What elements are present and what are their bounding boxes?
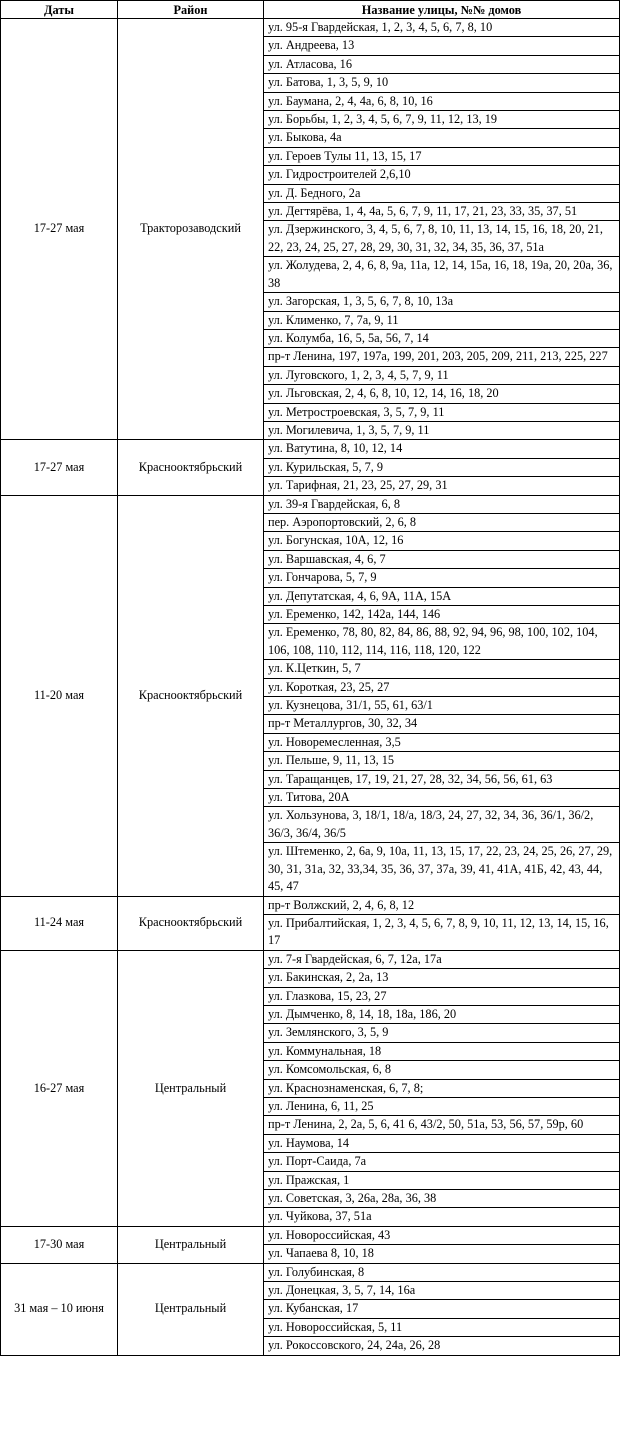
table-row <box>1 896 620 950</box>
table-row <box>1 495 620 896</box>
streets-cell <box>264 1263 620 1355</box>
street-entry: ул. Еременко, 142, 142а, 144, 146 <box>264 605 619 623</box>
dates-cell: 31 мая – 10 июня <box>1 1263 118 1355</box>
street-entry: ул. Пражская, 1 <box>264 1171 619 1189</box>
street-entry: пер. Аэропортовский, 2, 6, 8 <box>264 513 619 531</box>
street-entry: пр-т Металлургов, 30, 32, 34 <box>264 714 619 732</box>
street-entry: ул. Новороссийская, 5, 11 <box>264 1318 619 1336</box>
district-cell: Краснооктябрьский <box>118 440 264 495</box>
street-entry: ул. Андреева, 13 <box>264 36 619 54</box>
street-entry: ул. Богунская, 10А, 12, 16 <box>264 531 619 549</box>
schedule-body <box>1 19 620 1356</box>
street-entry: ул. Порт-Саида, 7а <box>264 1152 619 1170</box>
dates-cell: 17-27 мая <box>1 19 118 440</box>
street-entry: ул. Еременко, 78, 80, 82, 84, 86, 88, 92, 94, 96, 98, 100, 102, 104, 106, 108, 110, 112, 114, 116, 118, 120, 122 <box>264 623 619 659</box>
street-entry: ул. Таращанцев, 17, 19, 21, 27, 28, 32, 34, 56, 56, 61, 63 <box>264 770 619 788</box>
streets-cell <box>264 1226 620 1263</box>
street-entry: пр-т Волжский, 2, 4, 6, 8, 12 <box>268 897 415 912</box>
street-entry: ул. Короткая, 23, 25, 27 <box>264 678 619 696</box>
street-entry: ул. Героев Тулы 11, 13, 15, 17 <box>264 147 619 165</box>
district-cell: Краснооктябрьский <box>118 495 264 896</box>
street-entry: ул. Жолудева, 2, 4, 6, 8, 9а, 11а, 12, 14, 15а, 16, 18, 19а, 20, 20а, 36, 38 <box>264 256 619 292</box>
street-entry: ул. Рокоссовского, 24, 24а, 26, 28 <box>264 1336 619 1354</box>
street-entry: ул. Чапаева 8, 10, 18 <box>264 1244 619 1262</box>
table-row <box>1 1263 620 1355</box>
district-cell: Тракторозаводский <box>118 19 264 440</box>
street-entry: ул. Коммунальная, 18 <box>264 1042 619 1060</box>
dates-cell: 11-24 мая <box>1 896 118 950</box>
district-cell: Краснооктябрьский <box>118 896 264 950</box>
street-entry: ул. Ленина, 6, 11, 25 <box>264 1097 619 1115</box>
street-entry: ул. Донецкая, 3, 5, 7, 14, 16а <box>264 1281 619 1299</box>
street-entry: ул. Новороссийская, 43 <box>268 1227 391 1242</box>
street-entry: ул. 7-я Гвардейская, 6, 7, 12а, 17а <box>268 951 442 966</box>
streets-cell <box>264 950 620 1226</box>
street-entry: ул. Борьбы, 1, 2, 3, 4, 5, 6, 7, 9, 11, 12, 13, 19 <box>264 110 619 128</box>
street-entry: ул. Наумова, 14 <box>264 1134 619 1152</box>
streets-cell <box>264 495 620 896</box>
street-entry: ул. Загорская, 1, 3, 5, 6, 7, 8, 10, 13а <box>264 292 619 310</box>
street-entry: ул. Клименко, 7, 7а, 9, 11 <box>264 311 619 329</box>
header-row <box>1 1 620 19</box>
district-cell: Центральный <box>118 1263 264 1355</box>
street-entry: ул. Колумба, 16, 5, 5а, 56, 7, 14 <box>264 329 619 347</box>
street-entry: ул. Ватутина, 8, 10, 12, 14 <box>268 441 403 456</box>
streets-cell <box>264 440 620 495</box>
header-streets: Название улицы, №№ домов <box>264 1 620 19</box>
header-district: Район <box>118 1 264 19</box>
street-entry: ул. Титова, 20А <box>264 788 619 806</box>
table-row <box>1 19 620 440</box>
table-row <box>1 1226 620 1263</box>
street-entry: ул. 39-я Гвардейская, 6, 8 <box>268 496 400 511</box>
street-entry: ул. Дегтярёва, 1, 4, 4а, 5, 6, 7, 9, 11, 17, 21, 23, 33, 35, 37, 51 <box>264 202 619 220</box>
street-entry: ул. Новоремесленная, 3,5 <box>264 733 619 751</box>
streets-cell <box>264 19 620 440</box>
street-entry: ул. Депутатская, 4, 6, 9А, 11А, 15А <box>264 587 619 605</box>
district-cell: Центральный <box>118 950 264 1226</box>
street-entry: ул. Краснознаменская, 6, 7, 8; <box>264 1079 619 1097</box>
street-entry: ул. Метростроевская, 3, 5, 7, 9, 11 <box>264 403 619 421</box>
street-entry: ул. Луговского, 1, 2, 3, 4, 5, 7, 9, 11 <box>264 366 619 384</box>
table-row <box>1 950 620 1226</box>
street-entry: ул. Кузнецова, 31/1, 55, 61, 63/1 <box>264 696 619 714</box>
street-entry: ул. 95-я Гвардейская, 1, 2, 3, 4, 5, 6, 7, 8, 10 <box>268 20 493 34</box>
street-entry: ул. Дымченко, 8, 14, 18, 18а, 186, 20 <box>264 1005 619 1023</box>
district-cell: Центральный <box>118 1226 264 1263</box>
table-row <box>1 440 620 495</box>
street-entry: ул. Дзержинского, 3, 4, 5, 6, 7, 8, 10, 11, 13, 14, 15, 16, 18, 20, 21, 22, 23, 24, 25, 27, 28, 29, 30, 31, 32, 34, 35, 36, 37, 51а <box>264 220 619 256</box>
streets-cell <box>264 896 620 950</box>
street-entry: ул. Тарифная, 21, 23, 25, 27, 29, 31 <box>264 476 619 494</box>
street-entry: ул. Голубинская, 8 <box>268 1264 365 1279</box>
street-entry: ул. Землянского, 3, 5, 9 <box>264 1023 619 1041</box>
street-entry: ул. Хользунова, 3, 18/1, 18/а, 18/3, 24, 27, 32, 34, 36, 36/1, 36/2, 36/3, 36/4, 36/5 <box>264 806 619 842</box>
street-entry: ул. Быкова, 4а <box>264 128 619 146</box>
street-entry: ул. Советская, 3, 26а, 28а, 36, 38 <box>264 1189 619 1207</box>
street-entry: ул. Баумана, 2, 4, 4а, 6, 8, 10, 16 <box>264 92 619 110</box>
street-entry: ул. Глазкова, 15, 23, 27 <box>264 987 619 1005</box>
street-entry: ул. Бакинская, 2, 2а, 13 <box>264 968 619 986</box>
street-entry: ул. Батова, 1, 3, 5, 9, 10 <box>264 73 619 91</box>
street-entry: ул. Штеменко, 2, 6а, 9, 10а, 11, 13, 15, 17, 22, 23, 24, 25, 26, 27, 29, 30, 31, 31а, 32, 33,34, 35, 36, 37, 37а, 39, 41, 41А, 41Б, 42, 43, 44, 45, 47 <box>264 842 619 895</box>
street-entry: ул. К.Цеткин, 5, 7 <box>264 659 619 677</box>
street-entry: пр-т Ленина, 197, 197а, 199, 201, 203, 205, 209, 211, 213, 225, 227 <box>264 347 619 365</box>
street-entry: ул. Гончарова, 5, 7, 9 <box>264 568 619 586</box>
street-entry: ул. Прибалтийская, 1, 2, 3, 4, 5, 6, 7, 8, 9, 10, 11, 12, 13, 14, 15, 16, 17 <box>264 914 619 950</box>
street-entry: ул. Пельше, 9, 11, 13, 15 <box>264 751 619 769</box>
header-dates: Даты <box>1 1 118 19</box>
dates-cell: 16-27 мая <box>1 950 118 1226</box>
street-entry: ул. Комсомольская, 6, 8 <box>264 1060 619 1078</box>
dates-cell: 17-27 мая <box>1 440 118 495</box>
street-entry: ул. Д. Бедного, 2а <box>264 184 619 202</box>
street-entry: ул. Могилевича, 1, 3, 5, 7, 9, 11 <box>264 421 619 439</box>
street-entry: ул. Варшавская, 4, 6, 7 <box>264 550 619 568</box>
dates-cell: 17-30 мая <box>1 1226 118 1263</box>
street-entry: ул. Кубанская, 17 <box>264 1299 619 1317</box>
street-entry: ул. Льговская, 2, 4, 6, 8, 10, 12, 14, 16, 18, 20 <box>264 384 619 402</box>
street-entry: ул. Чуйкова, 37, 51а <box>264 1207 619 1225</box>
street-entry: ул. Гидростроителей 2,6,10 <box>264 165 619 183</box>
street-entry: ул. Атласова, 16 <box>264 55 619 73</box>
street-entry: ул. Курильская, 5, 7, 9 <box>264 458 619 476</box>
dates-cell: 11-20 мая <box>1 495 118 896</box>
street-entry: пр-т Ленина, 2, 2а, 5, 6, 41 6, 43/2, 50, 51а, 53, 56, 57, 59р, 60 <box>264 1115 619 1133</box>
